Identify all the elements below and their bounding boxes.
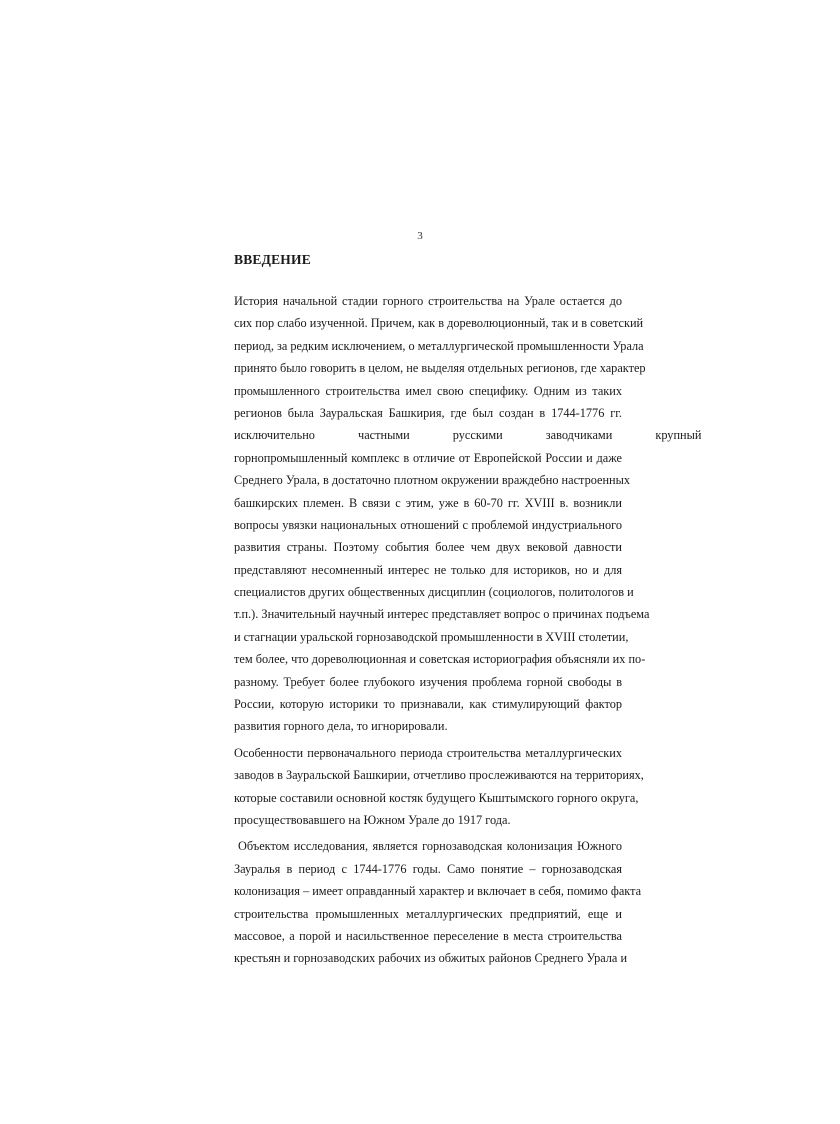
text-line: заводов в Зауральской Башкирии, отчетливо прослеживаются на территориях, bbox=[234, 768, 644, 783]
text-line: развития горного дела, то игнорировали. bbox=[234, 719, 448, 734]
paragraph-2 bbox=[234, 742, 644, 832]
text-line: просуществовавшего на Южном Урале до 1917 года. bbox=[234, 812, 511, 827]
paragraph-3 bbox=[234, 835, 642, 969]
text-line: сих пор слабо изученной. Причем, как в дореволюционный, так и в советский bbox=[234, 316, 644, 331]
text-line: строительства промышленных металлургических предприятий, еще и bbox=[234, 906, 622, 921]
text-line: развития страны. Поэтому события более чем двух вековой давности bbox=[234, 540, 622, 555]
text-line: России, которую историки то признавали, как стимулирующий фактор bbox=[234, 697, 622, 712]
text-line: башкирских племен. В связи с этим, уже в 60-70 гг. XVIII в. возникли bbox=[234, 495, 622, 510]
text-line: Среднего Урала, в достаточно плотном окружении враждебно настроенных bbox=[234, 473, 631, 488]
paragraph-1 bbox=[234, 290, 702, 738]
text-line: регионов была Зауральская Башкирия, где был создан в 1744-1776 гг. bbox=[234, 405, 622, 420]
text-line: которые составили основной костяк будущего Кыштымского горного округа, bbox=[234, 790, 639, 805]
text-line: разному. Требует более глубокого изучения проблема горной свободы в bbox=[234, 674, 622, 689]
text-line: и стагнации уральской горнозаводской промышленности в XVIII столетии, bbox=[234, 629, 629, 644]
document-body bbox=[234, 290, 702, 974]
text-line: История начальной стадии горного строительства на Урале остается до bbox=[234, 294, 622, 308]
text-line: представляют несомненный интерес не только для историков, но и для bbox=[234, 562, 622, 577]
text-line: массовое, а порой и насильственное переселение в места строительства bbox=[234, 928, 622, 943]
text-line: Зауралья в период с 1744-1776 годы. Само понятие – горнозаводская bbox=[234, 861, 622, 876]
section-heading: ВВЕДЕНИЕ bbox=[234, 252, 311, 267]
text-line: Особенности первоначального периода строительства металлургических bbox=[234, 745, 622, 760]
text-line: горнопромышленный комплекс в отличие от Европейской России и даже bbox=[234, 450, 622, 465]
text-line: т.п.). Значительный научный интерес представляет вопрос о причинах подъема bbox=[234, 607, 650, 622]
page-number: 3 bbox=[417, 230, 423, 242]
text-line: крестьян и горнозаводских рабочих из обжитых районов Среднего Урала и bbox=[234, 951, 628, 966]
text-line: промышленного строительства имел свою специфику. Одним из таких bbox=[234, 383, 622, 398]
text-line: период, за редким исключением, о металлургической промышленности Урала bbox=[234, 338, 644, 353]
text-line: колонизация – имеет оправданный характер и включает в себя, помимо факта bbox=[234, 884, 642, 899]
text-line: Объектом исследования, является горнозаводская колонизация Южного bbox=[238, 839, 622, 854]
text-line: исключительно частными русскими заводчиками крупный bbox=[234, 428, 702, 443]
text-line: тем более, что дореволюционная и советская историография объясняли их по- bbox=[234, 652, 646, 667]
text-line: принято было говорить в целом, не выделяя отдельных регионов, где характер bbox=[234, 361, 646, 376]
text-line: вопросы увязки национальных отношений с проблемой индустриального bbox=[234, 517, 622, 532]
text-line: специалистов других общественных дисциплин (социологов, политологов и bbox=[234, 585, 634, 600]
